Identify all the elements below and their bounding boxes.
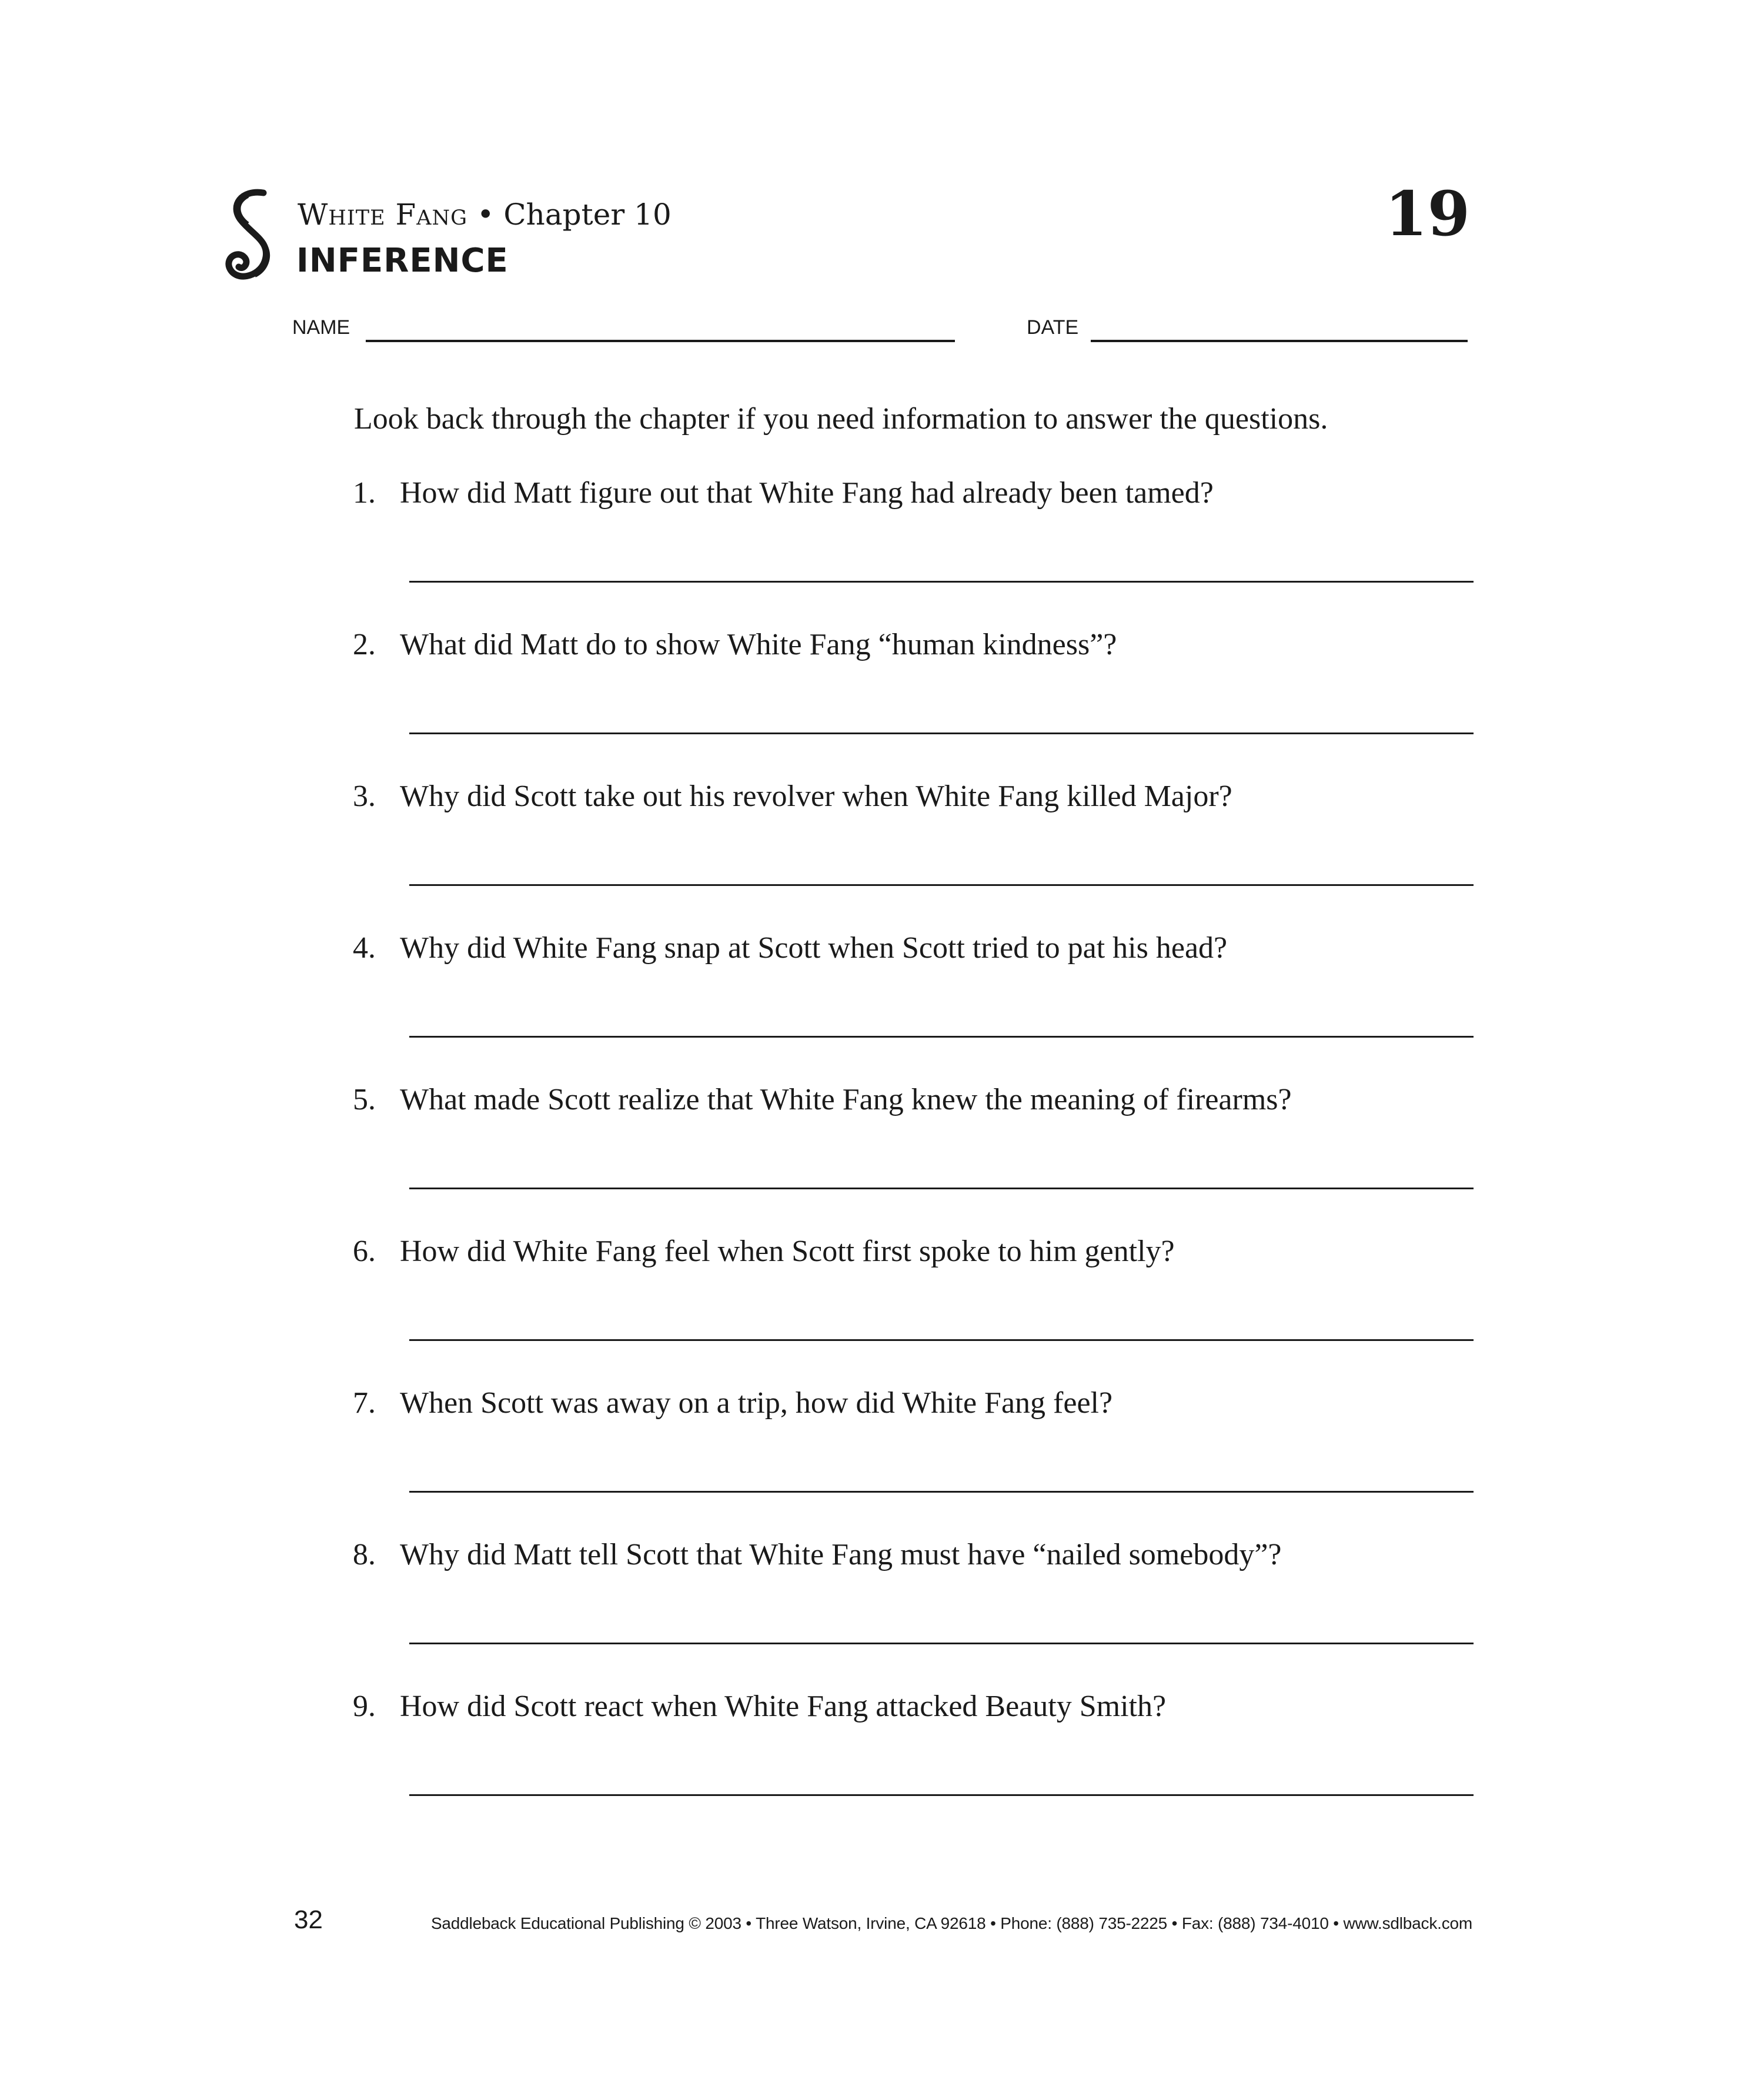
question-item [0,1082,1764,1229]
chapter-label: Chapter 10 [503,198,671,232]
answer-line[interactable] [409,581,1474,583]
question-text: What made Scott realize that White Fang knew the meaning of firearms? [400,1083,1292,1116]
question-text: How did Matt figure out that White Fang had already been tamed? [400,476,1214,510]
answer-line[interactable] [409,1339,1474,1341]
question-number: 7. [353,1386,376,1420]
question-item [0,778,1764,925]
question-number: 1. [353,476,376,510]
page-number: 32 [294,1905,323,1934]
question-number: 2. [353,628,376,661]
question-number: 9. [353,1690,376,1723]
question-item [0,1537,1764,1684]
date-field[interactable] [1091,340,1468,342]
question-number: 4. [353,931,376,965]
answer-line[interactable] [409,1188,1474,1189]
question-item [0,930,1764,1077]
question-text: When Scott was away on a trip, how did White Fang feel? [400,1386,1113,1420]
answer-line[interactable] [409,884,1474,886]
answer-line[interactable] [409,1794,1474,1796]
question-number: 3. [353,780,376,813]
worksheet-subtitle: INFERENCE [296,242,509,280]
question-item [0,1688,1764,1835]
date-label: DATE [1027,316,1079,339]
title-separator: • [477,198,495,232]
book-title: White Fang [298,198,468,232]
publisher-logo-icon [218,188,288,288]
publisher-info: Saddleback Educational Publishing © 2003 • Three Watson, Irvine, CA 92618 • Phone: (888) 735-2225 • Fax: (888) 734-4010 • www.sdlback.com [430,1914,1472,1932]
name-field[interactable] [366,340,955,342]
question-number: 8. [353,1538,376,1571]
question-number: 6. [353,1235,376,1268]
question-item [0,475,1764,622]
question-text: Why did White Fang snap at Scott when Scott tried to pat his head? [400,931,1228,965]
answer-line[interactable] [409,733,1474,734]
name-label: NAME [292,316,350,339]
question-item [0,1233,1764,1380]
answer-line[interactable] [409,1036,1474,1038]
question-number: 5. [353,1083,376,1116]
answer-line[interactable] [409,1491,1474,1493]
instructions-text: Look back through the chapter if you need information to answer the questions. [354,402,1328,436]
answer-line[interactable] [409,1643,1474,1644]
lesson-number: 19 [1385,178,1470,250]
question-text: Why did Matt tell Scott that White Fang must have “nailed somebody”? [400,1538,1282,1571]
question-text: What did Matt do to show White Fang “human kindness”? [400,628,1117,661]
worksheet-title [298,198,671,232]
question-item [0,1385,1764,1532]
question-text: How did White Fang feel when Scott first spoke to him gently? [400,1235,1175,1268]
question-text: How did Scott react when White Fang attacked Beauty Smith? [400,1690,1167,1723]
question-text: Why did Scott take out his revolver when White Fang killed Major? [400,780,1232,813]
question-item [0,627,1764,774]
